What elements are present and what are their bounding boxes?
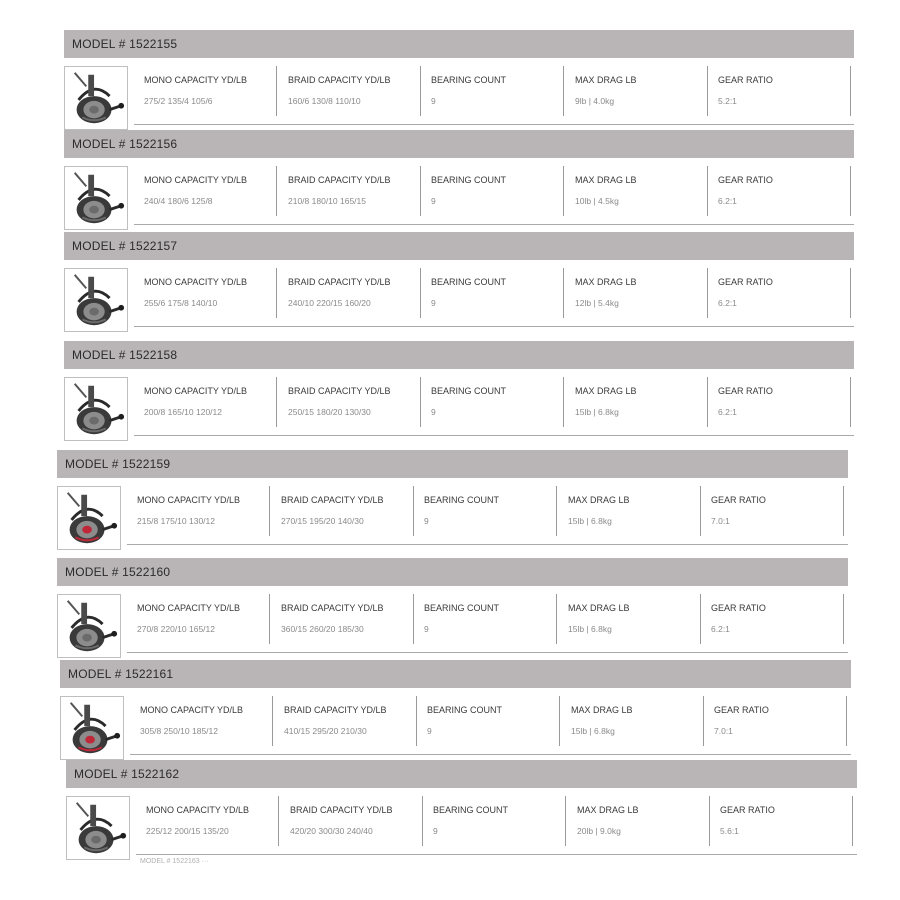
spec-label: BRAID CAPACITY YD/LB bbox=[281, 495, 384, 505]
spec-value: 270/8 220/10 165/12 bbox=[137, 624, 215, 634]
spec-label: BEARING COUNT bbox=[424, 603, 500, 613]
spec-value: 270/15 195/20 140/30 bbox=[281, 516, 364, 526]
reel-thumbnail[interactable] bbox=[60, 696, 124, 760]
spec-value: 210/8 180/10 165/15 bbox=[288, 196, 366, 206]
spec-value: 255/6 175/8 140/10 bbox=[144, 298, 218, 308]
spec-label: MAX DRAG LB bbox=[575, 386, 637, 396]
spec-value: 5.6:1 bbox=[720, 826, 739, 836]
model-header: MODEL # 1522162 bbox=[66, 760, 857, 788]
spec-value: 6.2:1 bbox=[711, 624, 730, 634]
spec-value: 360/15 260/20 185/30 bbox=[281, 624, 364, 634]
spec-value: 7.0:1 bbox=[714, 726, 733, 736]
spec-label: GEAR RATIO bbox=[711, 603, 766, 613]
spec-label: MAX DRAG LB bbox=[577, 805, 639, 815]
spec-bearing bbox=[423, 796, 566, 846]
spec-value: 15lb | 6.8kg bbox=[571, 726, 615, 736]
spec-label: BEARING COUNT bbox=[431, 277, 507, 287]
spec-value: 9 bbox=[424, 624, 429, 634]
spec-value: 200/8 165/10 120/12 bbox=[144, 407, 222, 417]
reel-thumbnail[interactable] bbox=[64, 166, 128, 230]
spec-label: MONO CAPACITY YD/LB bbox=[144, 175, 248, 185]
spec-gear bbox=[701, 486, 844, 536]
spec-drag bbox=[565, 377, 708, 427]
reel-thumbnail[interactable] bbox=[57, 594, 121, 658]
spec-label: MONO CAPACITY YD/LB bbox=[137, 495, 241, 505]
model-spec-row bbox=[64, 268, 854, 332]
model-spec-row bbox=[57, 486, 848, 550]
spec-bearing bbox=[421, 66, 564, 116]
spec-value: 6.2:1 bbox=[718, 196, 737, 206]
spec-value: 9 bbox=[427, 726, 432, 736]
spec-label: MONO CAPACITY YD/LB bbox=[137, 603, 241, 613]
spec-label: MAX DRAG LB bbox=[568, 495, 630, 505]
spec-table bbox=[134, 268, 854, 327]
spec-label: MONO CAPACITY YD/LB bbox=[144, 386, 248, 396]
spinning-reel-icon bbox=[65, 67, 127, 129]
spec-gear bbox=[704, 696, 847, 746]
spec-gear bbox=[701, 594, 844, 644]
spec-label: MONO CAPACITY YD/LB bbox=[144, 75, 248, 85]
spec-gear bbox=[708, 268, 851, 318]
spec-label: BEARING COUNT bbox=[427, 705, 503, 715]
spec-mono bbox=[134, 377, 277, 427]
spec-label: BRAID CAPACITY YD/LB bbox=[281, 603, 384, 613]
spec-label: BRAID CAPACITY YD/LB bbox=[288, 277, 391, 287]
spec-gear bbox=[708, 377, 851, 427]
spec-table bbox=[134, 166, 854, 225]
spec-label: BRAID CAPACITY YD/LB bbox=[288, 75, 391, 85]
spec-bearing bbox=[421, 166, 564, 216]
spec-label: MAX DRAG LB bbox=[575, 75, 637, 85]
model-header: MODEL # 1522161 bbox=[60, 660, 851, 688]
spec-gear bbox=[708, 166, 851, 216]
spec-label: GEAR RATIO bbox=[714, 705, 769, 715]
spec-value: 15lb | 6.8kg bbox=[568, 516, 612, 526]
spec-gear bbox=[708, 66, 851, 116]
spec-value: 9lb | 4.0kg bbox=[575, 96, 615, 106]
reel-thumbnail[interactable] bbox=[57, 486, 121, 550]
model-header: MODEL # 1522159 bbox=[57, 450, 848, 478]
spec-label: BEARING COUNT bbox=[431, 75, 507, 85]
spec-braid bbox=[278, 268, 421, 318]
spec-label: MONO CAPACITY YD/LB bbox=[140, 705, 244, 715]
clipped-text: MODEL # 1522163 ··· bbox=[140, 858, 209, 864]
spec-value: 305/8 250/10 185/12 bbox=[140, 726, 218, 736]
spec-label: GEAR RATIO bbox=[718, 75, 773, 85]
spinning-reel-red-icon bbox=[58, 487, 120, 549]
spec-table bbox=[127, 594, 848, 653]
spec-value: 12lb | 5.4kg bbox=[575, 298, 619, 308]
spec-mono bbox=[134, 66, 277, 116]
spec-label: BRAID CAPACITY YD/LB bbox=[284, 705, 387, 715]
spec-table bbox=[136, 796, 857, 855]
spec-label: MAX DRAG LB bbox=[575, 277, 637, 287]
spec-label: BRAID CAPACITY YD/LB bbox=[288, 175, 391, 185]
spec-value: 9 bbox=[424, 516, 429, 526]
spinning-reel-red-icon bbox=[61, 697, 123, 759]
spec-bearing bbox=[414, 486, 557, 536]
model-section bbox=[64, 30, 854, 130]
spec-drag bbox=[558, 486, 701, 536]
model-header: MODEL # 1522155 bbox=[64, 30, 854, 58]
model-spec-row bbox=[60, 696, 851, 760]
reel-thumbnail[interactable] bbox=[64, 66, 128, 130]
spec-value: 215/8 175/10 130/12 bbox=[137, 516, 215, 526]
reel-thumbnail[interactable] bbox=[64, 377, 128, 441]
spec-table bbox=[134, 66, 854, 125]
spinning-reel-icon bbox=[58, 595, 120, 657]
spec-value: 410/15 295/20 210/30 bbox=[284, 726, 367, 736]
spec-label: GEAR RATIO bbox=[718, 277, 773, 287]
spec-braid bbox=[280, 796, 423, 846]
spec-bearing bbox=[421, 268, 564, 318]
model-section bbox=[64, 341, 854, 441]
spec-bearing bbox=[414, 594, 557, 644]
spec-value: 5.2:1 bbox=[718, 96, 737, 106]
spinning-reel-icon bbox=[65, 378, 127, 440]
model-section bbox=[66, 760, 857, 860]
model-spec-row bbox=[64, 66, 854, 130]
spec-value: 9 bbox=[431, 96, 436, 106]
spec-label: MAX DRAG LB bbox=[568, 603, 630, 613]
spec-mono bbox=[136, 796, 279, 846]
spec-drag bbox=[565, 66, 708, 116]
spinning-reel-icon bbox=[65, 167, 127, 229]
model-spec-row bbox=[64, 166, 854, 230]
spec-value: 15lb | 6.8kg bbox=[575, 407, 619, 417]
spec-label: BEARING COUNT bbox=[424, 495, 500, 505]
spec-mono bbox=[127, 594, 270, 644]
spec-value: 6.2:1 bbox=[718, 407, 737, 417]
spec-bearing bbox=[421, 377, 564, 427]
spec-value: 420/20 300/30 240/40 bbox=[290, 826, 373, 836]
spec-value: 240/4 180/6 125/8 bbox=[144, 196, 213, 206]
spec-braid bbox=[271, 486, 414, 536]
model-spec-row bbox=[57, 594, 848, 658]
model-spec-row bbox=[64, 377, 854, 441]
spec-label: BEARING COUNT bbox=[433, 805, 509, 815]
spec-label: MONO CAPACITY YD/LB bbox=[146, 805, 250, 815]
spec-label: BEARING COUNT bbox=[431, 386, 507, 396]
spinning-reel-icon bbox=[65, 269, 127, 331]
reel-thumbnail[interactable] bbox=[64, 268, 128, 332]
spec-braid bbox=[278, 166, 421, 216]
spec-mono bbox=[130, 696, 273, 746]
spec-value: 9 bbox=[433, 826, 438, 836]
model-section bbox=[64, 130, 854, 230]
spec-value: 9 bbox=[431, 298, 436, 308]
model-header: MODEL # 1522157 bbox=[64, 232, 854, 260]
spec-drag bbox=[565, 268, 708, 318]
spec-braid bbox=[278, 66, 421, 116]
model-section bbox=[57, 450, 848, 550]
spec-drag bbox=[558, 594, 701, 644]
spec-label: BEARING COUNT bbox=[431, 175, 507, 185]
spec-value: 10lb | 4.5kg bbox=[575, 196, 619, 206]
model-section bbox=[60, 660, 851, 760]
spec-value: 15lb | 6.8kg bbox=[568, 624, 612, 634]
spec-label: GEAR RATIO bbox=[711, 495, 766, 505]
model-section bbox=[57, 558, 848, 658]
spec-value: 9 bbox=[431, 196, 436, 206]
spec-value: 7.0:1 bbox=[711, 516, 730, 526]
spec-value: 250/15 180/20 130/30 bbox=[288, 407, 371, 417]
spec-value: 9 bbox=[431, 407, 436, 417]
reel-thumbnail[interactable] bbox=[66, 796, 130, 860]
spec-label: BRAID CAPACITY YD/LB bbox=[288, 386, 391, 396]
spec-value: 20lb | 9.0kg bbox=[577, 826, 621, 836]
model-header: MODEL # 1522158 bbox=[64, 341, 854, 369]
model-spec-row bbox=[66, 796, 857, 860]
spec-drag bbox=[565, 166, 708, 216]
spec-braid bbox=[274, 696, 417, 746]
spec-value: 160/6 130/8 110/10 bbox=[288, 96, 361, 106]
model-header: MODEL # 1522160 bbox=[57, 558, 848, 586]
spec-label: MAX DRAG LB bbox=[571, 705, 633, 715]
model-header: MODEL # 1522156 bbox=[64, 130, 854, 158]
spec-drag bbox=[561, 696, 704, 746]
spec-mono bbox=[127, 486, 270, 536]
spec-label: MONO CAPACITY YD/LB bbox=[144, 277, 248, 287]
spec-gear bbox=[710, 796, 853, 846]
spec-label: GEAR RATIO bbox=[718, 175, 773, 185]
spec-table bbox=[134, 377, 854, 436]
spec-mono bbox=[134, 166, 277, 216]
spec-value: 6.2:1 bbox=[718, 298, 737, 308]
spec-drag bbox=[567, 796, 710, 846]
spec-label: BRAID CAPACITY YD/LB bbox=[290, 805, 393, 815]
spec-value: 240/10 220/15 160/20 bbox=[288, 298, 371, 308]
spinning-reel-icon bbox=[67, 797, 129, 859]
spec-value: 275/2 135/4 105/6 bbox=[144, 96, 213, 106]
spec-bearing bbox=[417, 696, 560, 746]
spec-mono bbox=[134, 268, 277, 318]
model-section bbox=[64, 232, 854, 332]
spec-braid bbox=[278, 377, 421, 427]
spec-label: GEAR RATIO bbox=[720, 805, 775, 815]
spec-label: GEAR RATIO bbox=[718, 386, 773, 396]
spec-table bbox=[127, 486, 848, 545]
spec-value: 225/12 200/15 135/20 bbox=[146, 826, 229, 836]
spec-label: MAX DRAG LB bbox=[575, 175, 637, 185]
spec-braid bbox=[271, 594, 414, 644]
spec-table bbox=[130, 696, 851, 755]
